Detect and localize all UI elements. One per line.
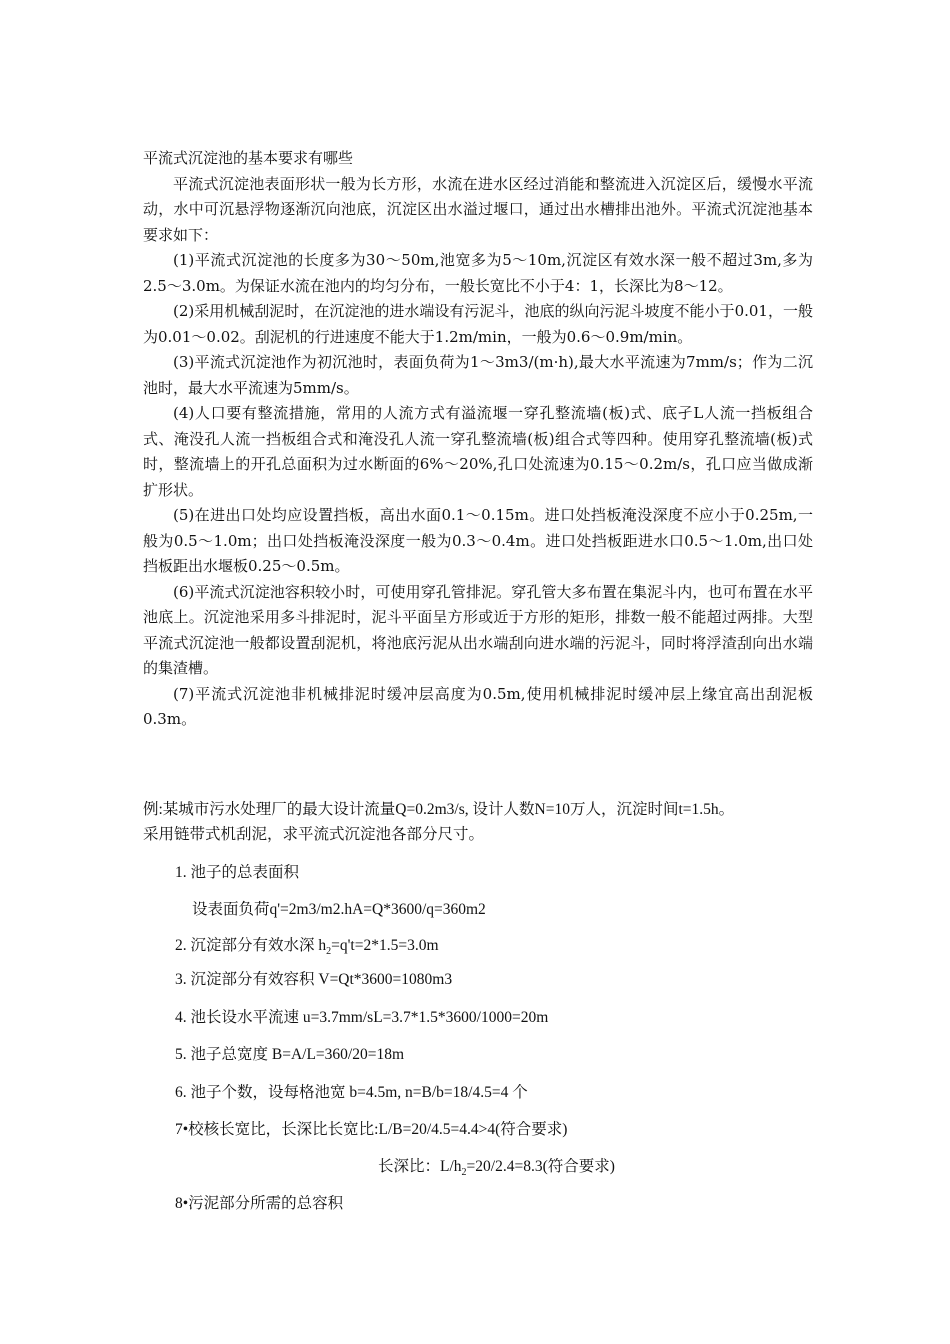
step-2 <box>175 935 815 963</box>
step-7: 7•校核长宽比，长深比长宽比:L/B=20/4.5=4.4>4(符合要求) <box>175 1121 568 1138</box>
step-4: 4. 池长设水平流速 u=3.7mm/sL=3.7*1.5*3600/1000=20m <box>175 1009 549 1026</box>
requirement-3: (3)平流式沉淀池作为初沉池时，表面负荷为1～3m3/(m·h),最大水平流速为7mm/s；作为二沉池时，最大水平流速为5mm/s。 <box>143 353 813 397</box>
step-7b-text: 长深比：L/h <box>378 1158 462 1175</box>
requirement-2: (2)采用机械刮泥时，在沉淀池的进水端设有污泥斗，池底的纵向污泥斗坡度不能小于0.01，一般为0.01～0.02。刮泥机的行进速度不能大于1.2m/min，一般为0.6～0.9m/min。 <box>143 302 813 346</box>
step-8: 8•污泥部分所需的总容积 <box>175 1195 344 1212</box>
step-5: 5. 池子总宽度 B=A/L=360/20=18m <box>175 1046 405 1063</box>
step-3: 3. 沉淀部分有效容积 V=Qt*3600=1080m3 <box>175 971 453 988</box>
step-2-formula: =q't=2*1.5=3.0m <box>331 937 439 954</box>
step-7-depth-ratio <box>378 1156 950 1184</box>
step-6: 6. 池子个数，设每格池宽 b=4.5m, n=B/b=18/4.5=4 个 <box>175 1084 528 1101</box>
example-line-2: 采用链带式机刮泥，求平流式沉淀池各部分尺寸。 <box>143 826 485 843</box>
requirement-4: (4)人口要有整流措施，常用的人流方式有溢流堰一穿孔整流墙(板)式、底孑L人流一挡板组合式、淹没孔人流一挡板组合式和淹没孔人流一穿孔整流墙(板)组合式等四种。使用穿孔整流墙(板)式时，整流墙上的开孔总面积为过水断面的6%～20%,孔口处流速为0.15～0.2m/s，孔口应当做成渐扩形状。 <box>143 404 813 499</box>
step-2-subscript: 2 <box>326 946 332 958</box>
document-body <box>143 146 813 733</box>
requirement-1: (1)平流式沉淀池的长度多为30～50m,池宽多为5～10m,沉淀区有效水深一般不超过3m,多为2.5～3.0m。为保证水流在池内的均匀分布，一般长宽比不小于4：1，长深比为8～12。 <box>143 251 813 295</box>
step-2-text: 2. 沉淀部分有效水深 h <box>175 937 327 954</box>
step-7b-formula: =20/2.4=8.3(符合要求) <box>466 1158 615 1175</box>
requirement-7: (7)平流式沉淀池非机械排泥时缓冲层高度为0.5m,使用机械排泥时缓冲层上缘宜高出刮泥板0.3m。 <box>143 684 813 728</box>
example-problem <box>143 797 823 847</box>
requirement-5: (5)在进出口处均应设置挡板，高出水面0.1～0.15m。进口处挡板淹没深度不应小于0.25m,一般为0.5～1.0m；出口处挡板淹没深度一般为0.3～0.4m。进口处挡板距进水口0.5～1.0m,出口处挡板距出水堰板0.25～0.5m。 <box>143 506 813 575</box>
example-line-1: 例:某城市污水处理厂的最大设计流量Q=0.2m3/s, 设计人数N=10万人，沉淀时间t=1.5h。 <box>143 801 735 818</box>
step-7b-subscript: 2 <box>461 1167 467 1179</box>
document-title: 平流式沉淀池的基本要求有哪些 <box>143 149 354 167</box>
step-1-detail: 设表面负荷q'=2m3/m2.hA=Q*3600/q=360m2 <box>192 901 486 918</box>
intro-paragraph: 平流式沉淀池表面形状一般为长方形，水流在进水区经过消能和整流进入沉淀区后，缓慢水平流动，水中可沉悬浮物逐渐沉向池底，沉淀区出水溢过堰口，通过出水槽排出池外。平流式沉淀池基本要求如下： <box>143 174 813 244</box>
step-1: 1. 池子的总表面积 <box>175 864 300 881</box>
requirement-6: (6)平流式沉淀池容积较小时，可使用穿孔管排泥。穿孔管大多布置在集泥斗内，也可布置在水平池底上。沉淀池采用多斗排泥时，泥斗平面呈方形或近于方形的矩形，排数一般不能超过两排。大型平流式沉淀池一般都设置刮泥机，将池底污泥从出水端刮向进水端的污泥斗，同时将浮渣刮向出水端的集渣槽。 <box>143 582 813 677</box>
